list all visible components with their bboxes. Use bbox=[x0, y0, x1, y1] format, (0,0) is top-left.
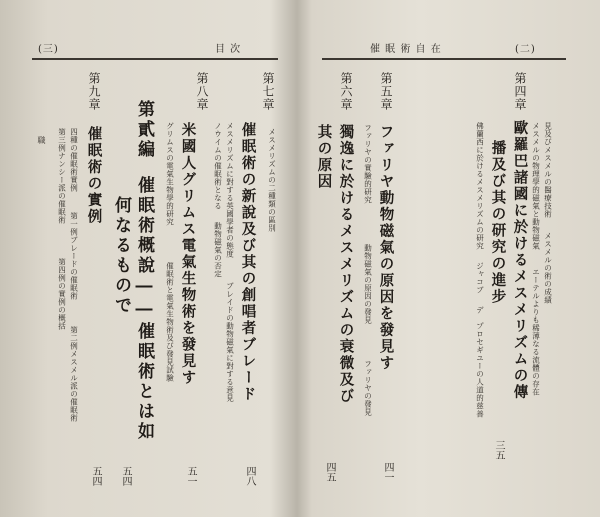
chapter-6-title-line-2: 其の原因 bbox=[315, 124, 333, 190]
part-2-title-line-2: 何なるもので bbox=[111, 196, 131, 316]
chapter-9-subtopics-4: 第三例ナンシー派の催眠術 bbox=[57, 128, 67, 224]
chapter-5-page: 四一 bbox=[382, 462, 393, 482]
chapter-7-subtopics-2: メスメリズムに對する英國學者の態度 bbox=[225, 122, 235, 258]
chapter-4-subtopics-4: メスメルの術の成績 bbox=[543, 232, 553, 304]
chapter-7-title: 催眠術の新說及び其の創唱者ブレード bbox=[239, 122, 257, 403]
chapter-4-subtopics-5: 佛蘭西に於けるメスメリズムの研究 bbox=[475, 122, 485, 250]
part-2-title: 催眠術概說――催眠術とは如 bbox=[134, 176, 154, 442]
chapter-6-label: 第六章 bbox=[339, 72, 353, 111]
left-header-rule bbox=[32, 58, 278, 60]
chapter-4-subtopics-8: プロセギユーの人道的慈善 bbox=[475, 322, 485, 418]
chapter-9-subtopics-1: 四種の催眠術實例 bbox=[69, 128, 79, 192]
chapter-9-label: 第九章 bbox=[87, 72, 101, 111]
chapter-9-title: 催眠術の實例 bbox=[85, 126, 103, 225]
chapter-7-label: 第七章 bbox=[261, 72, 275, 111]
chapter-6-title: 獨逸に於けるメスメリズムの衰微及び bbox=[337, 124, 355, 405]
chapter-5-subtopics-3: ファリヤの發見 bbox=[363, 360, 373, 416]
chapter-7-subtopics-4: ノウイムの催眠術となる bbox=[213, 122, 223, 210]
chapter-7-subtopics-3: ブレイドの動物磁氣に對する意見 bbox=[225, 282, 235, 402]
chapter-6-page: 四五 bbox=[324, 462, 335, 482]
chapter-9-page: 五四 bbox=[90, 466, 101, 486]
chapter-8-title: 米國人グリムス電氣生物術を發見す bbox=[179, 122, 197, 386]
chapter-5-subtopics-1: ファリヤの實驗的研究 bbox=[363, 124, 373, 204]
chapter-5-subtopics-2: 動物磁氣の原因の發見 bbox=[363, 244, 373, 324]
part-2-page: 五四 bbox=[120, 466, 131, 486]
chapter-5-title: ファリヤ動物磁氣の原因を發見す bbox=[377, 124, 395, 372]
marginal-mark: 職 bbox=[37, 136, 46, 144]
left-running-title: 目 次 bbox=[215, 44, 242, 55]
chapter-5-label: 第五章 bbox=[379, 72, 393, 111]
right-header-rule bbox=[322, 58, 566, 60]
chapter-4-subtopics-1: メスメルの物理學的磁氣と動物磁氣 bbox=[531, 122, 541, 250]
chapter-8-page: 五一 bbox=[185, 466, 196, 486]
chapter-9-subtopics-2: 第一例ブレードの催眠術 bbox=[69, 212, 79, 300]
right-page-number: (二) bbox=[515, 44, 536, 55]
chapter-9-subtopics-5: 第四例の實例の概括 bbox=[57, 258, 67, 330]
chapter-8-subtopics-2: 催眠術と電氣生物術及び發見試驗 bbox=[165, 262, 175, 382]
chapter-4-subtopics-2: エーテルよりも稀薄なる流體の存在 bbox=[531, 268, 541, 396]
chapter-4-title-line-2: 播及び其の研究の進步 bbox=[489, 140, 507, 305]
chapter-4-label: 第四章 bbox=[513, 72, 527, 111]
chapter-7-subtopics-1: メスメリズムの二種類の區別 bbox=[267, 128, 277, 232]
chapter-4-subtopics-6: ジャコブ bbox=[475, 262, 485, 294]
chapter-4-page: 三五 bbox=[493, 440, 504, 460]
part-2-label: 第貳編 bbox=[134, 100, 154, 160]
chapter-7-subtopics-5: 動物磁氣の否定 bbox=[213, 222, 223, 278]
chapter-4-subtopics-7: デ bbox=[475, 306, 485, 314]
right-page bbox=[300, 0, 600, 517]
right-running-title: 催 眠 術 自 在 bbox=[370, 44, 442, 55]
chapter-8-subtopics-1: グリムスの電氣生物學的研究 bbox=[165, 122, 175, 226]
chapter-9-subtopics-3: 第二例メスメル派の催眠術 bbox=[69, 326, 79, 422]
chapter-7-page: 四八 bbox=[244, 466, 255, 486]
chapter-8-label: 第八章 bbox=[195, 72, 209, 111]
left-page-number: (三) bbox=[38, 44, 59, 55]
chapter-4-title: 歐羅巴諸國に於けるメスメリズムの傳 bbox=[511, 120, 529, 401]
chapter-4-subtopics-3: 見及びメスメルの醫療技術 bbox=[543, 122, 553, 218]
